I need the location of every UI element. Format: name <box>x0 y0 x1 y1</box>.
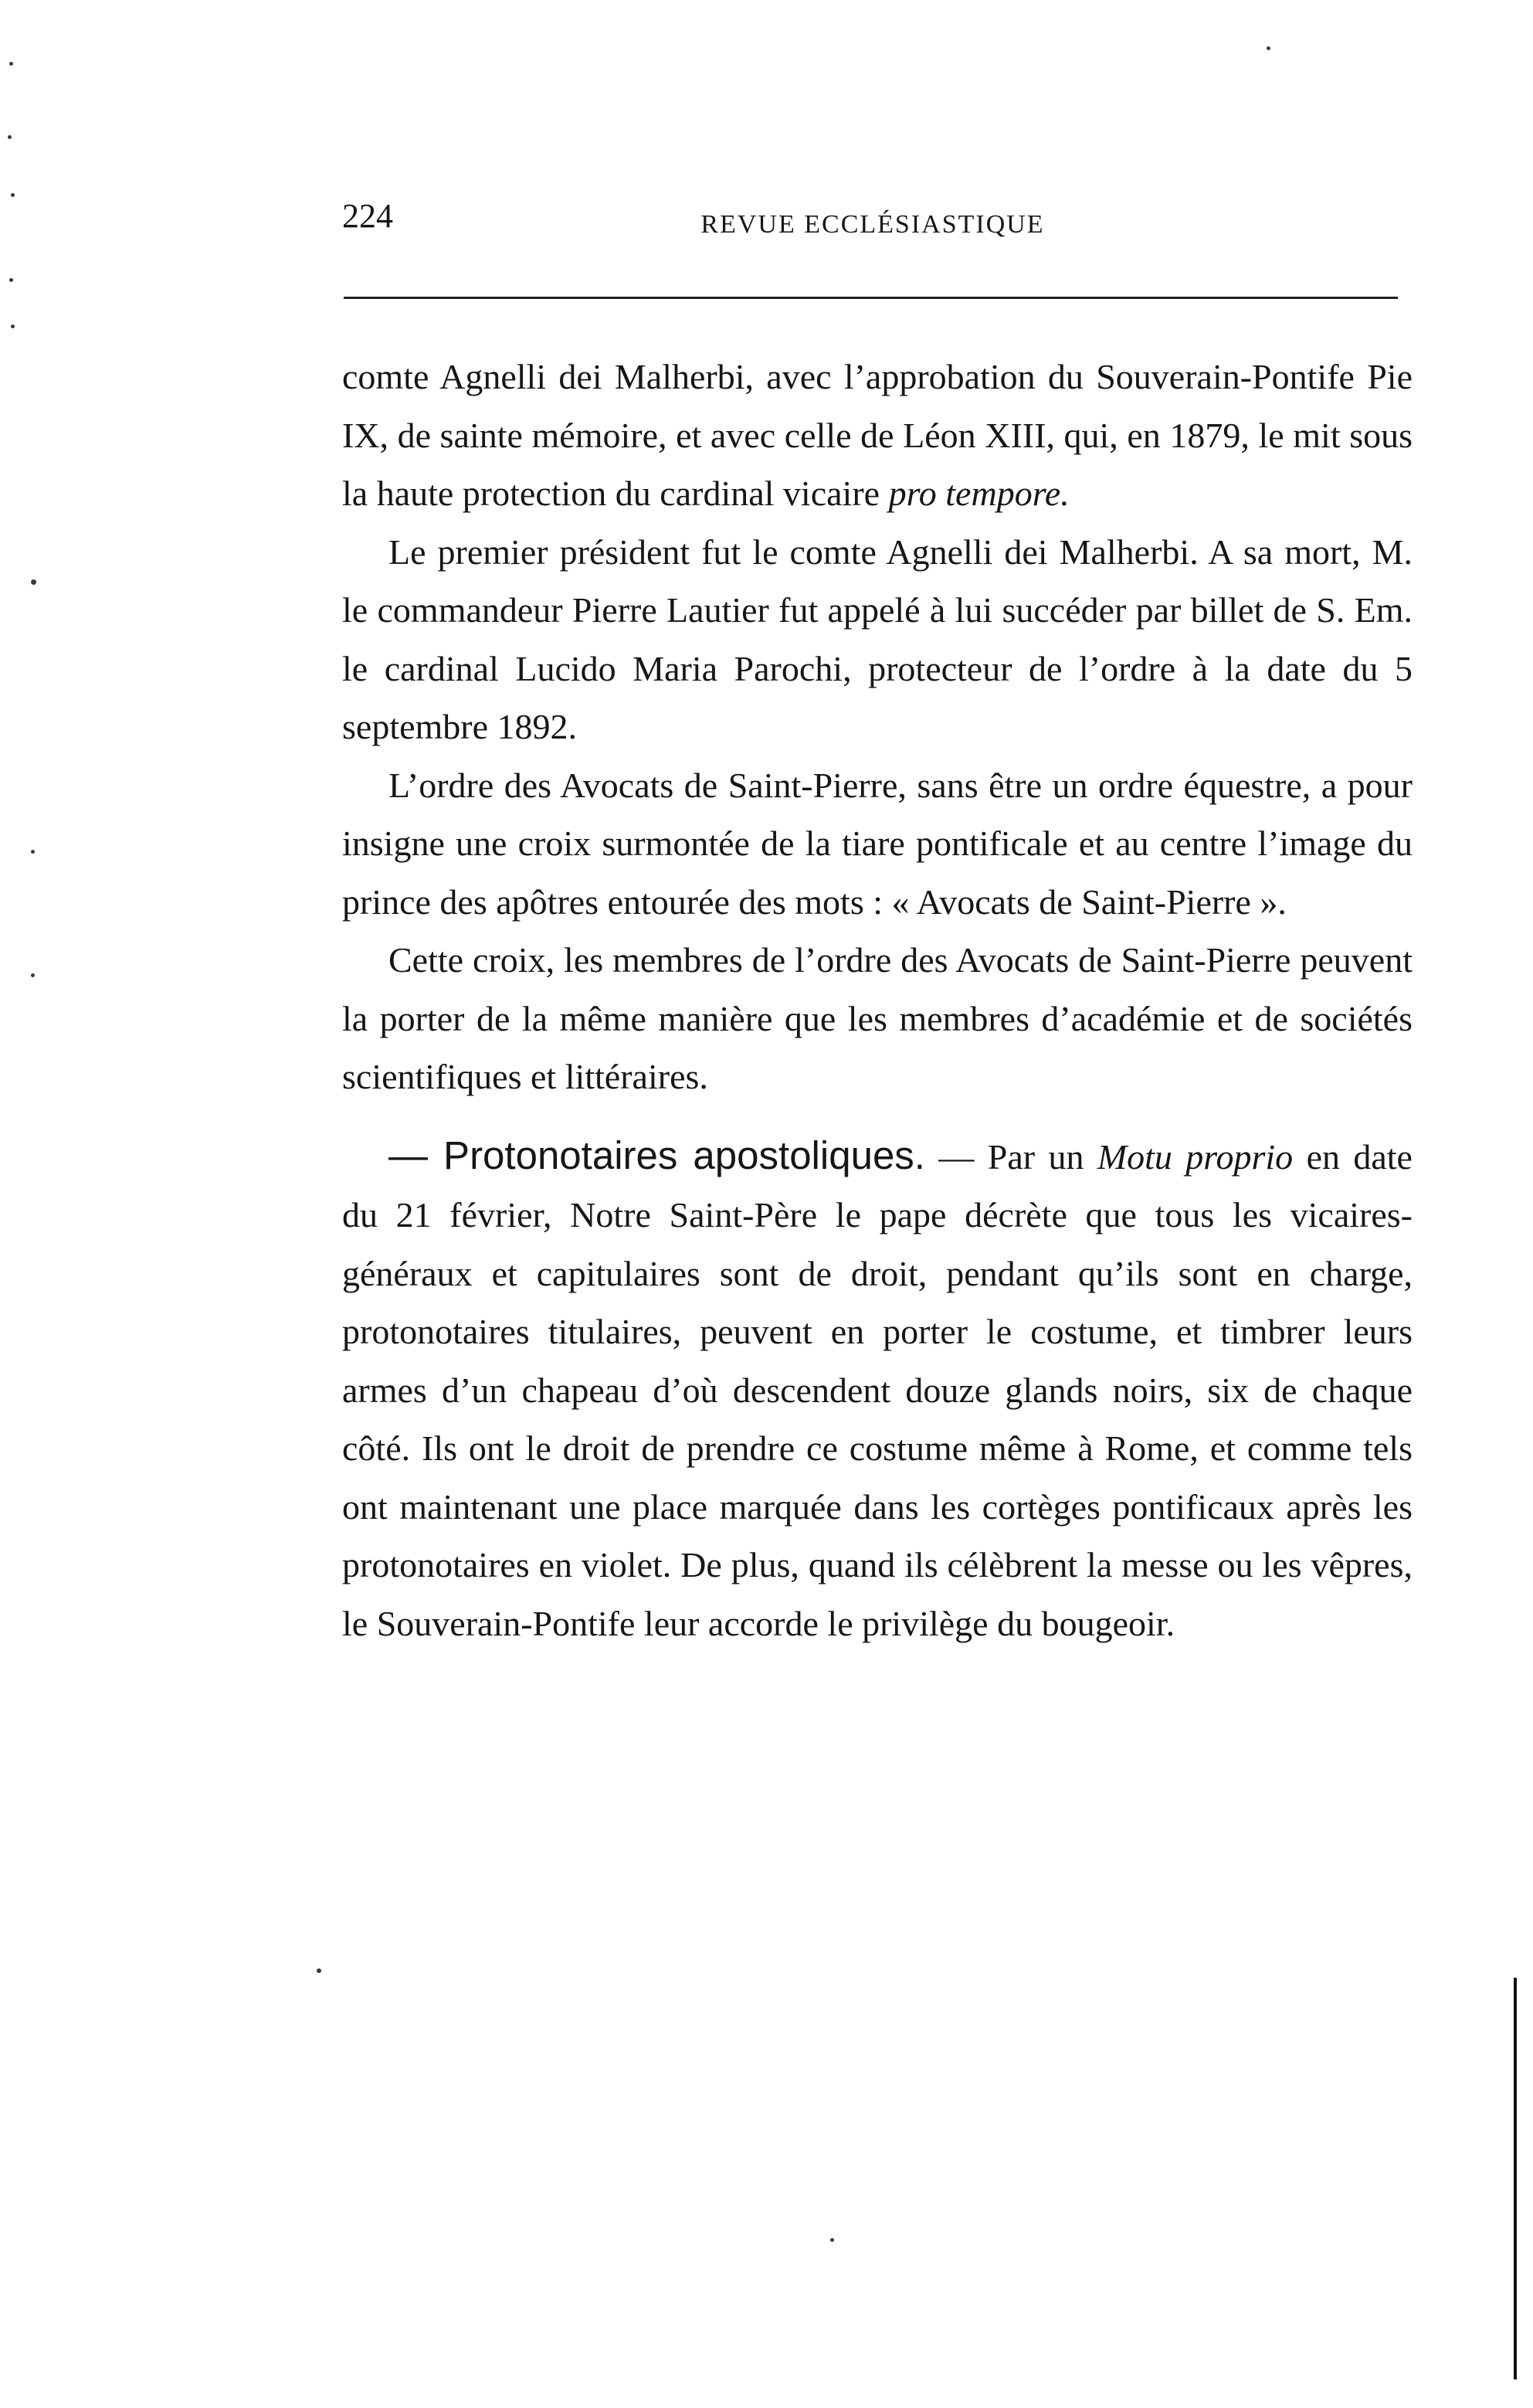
header-rule <box>344 297 1398 299</box>
latin-phrase: pro tempore. <box>888 474 1070 513</box>
scan-speck <box>8 135 12 139</box>
page-number: 224 <box>342 197 393 235</box>
paragraph: L’ordre des Avocats de Saint-Pierre, sans être un ordre équestre, a pour insigne une croix surmontée de la tiare pontificale et au centre l’image du prince des apôtres entourée des mots : « Avocats de Saint-Pierre ». <box>342 765 1413 922</box>
article-body <box>342 348 1413 1652</box>
scan-speck <box>11 324 15 328</box>
scan-speck <box>9 278 13 282</box>
latin-phrase: Motu proprio <box>1097 1136 1294 1177</box>
paragraph-text: comte Agnelli dei Malherbi, avec l’approbation du Souverain-Pontife Pie IX, de sainte mémoire, et avec celle de Léon XIII, qui, en 1879, le mit sous la haute protection du cardinal vicaire <box>342 357 1413 513</box>
scan-speck <box>31 579 36 585</box>
scan-speck <box>830 2238 834 2242</box>
scan-speck <box>317 1968 321 1973</box>
scan-speck <box>31 850 35 854</box>
paragraph-text: en date du 21 février, Notre Saint-Père le pape décrète que tous les vicaires-généraux et capitulaires sont de droit, pendant qu’ils sont en charge, protonotaires titulaires, peuvent en porter le costume, et timbrer leurs armes d’un chapeau d’où descendent douze glands noirs, six de chaque côté. Ils ont le droit de prendre ce costume même à Rome, et comme tels ont maintenant une place marquée dans les cortèges pontificaux après les protonotaires en violet. De plus, quand ils célèbrent la messe ou les vêpres, le Souverain-Pontife leur accorde le privilège du bougeoir. <box>342 1136 1413 1643</box>
paragraph: Cette croix, les membres de l’ordre des Avocats de Saint-Pierre peuvent la porter de la même manière que les membres d’académie et de sociétés scientifiques et littéraires. <box>342 940 1413 1096</box>
scan-speck <box>1267 46 1270 50</box>
paragraph-continuation <box>342 348 1413 523</box>
section-heading: — Protonotaires apostoliques. <box>388 1133 925 1177</box>
scan-speck <box>31 973 35 977</box>
scan-speck <box>9 62 13 66</box>
scan-speck <box>11 193 15 197</box>
section-paragraph <box>342 1126 1413 1653</box>
paragraph-text: — Par un <box>924 1136 1097 1177</box>
paragraph: Le premier président fut le comte Agnelli dei Malherbi. A sa mort, M. le commandeur Pierre Lautier fut appelé à lui succéder par billet de S. Em. le cardinal Lucido Maria Parochi, protecteur de l’ordre à la date du 5 septembre 1892. <box>342 532 1413 746</box>
scan-edge-line <box>1514 1978 1517 2379</box>
running-title: REVUE ECCLÉSIASTIQUE <box>700 210 1045 239</box>
